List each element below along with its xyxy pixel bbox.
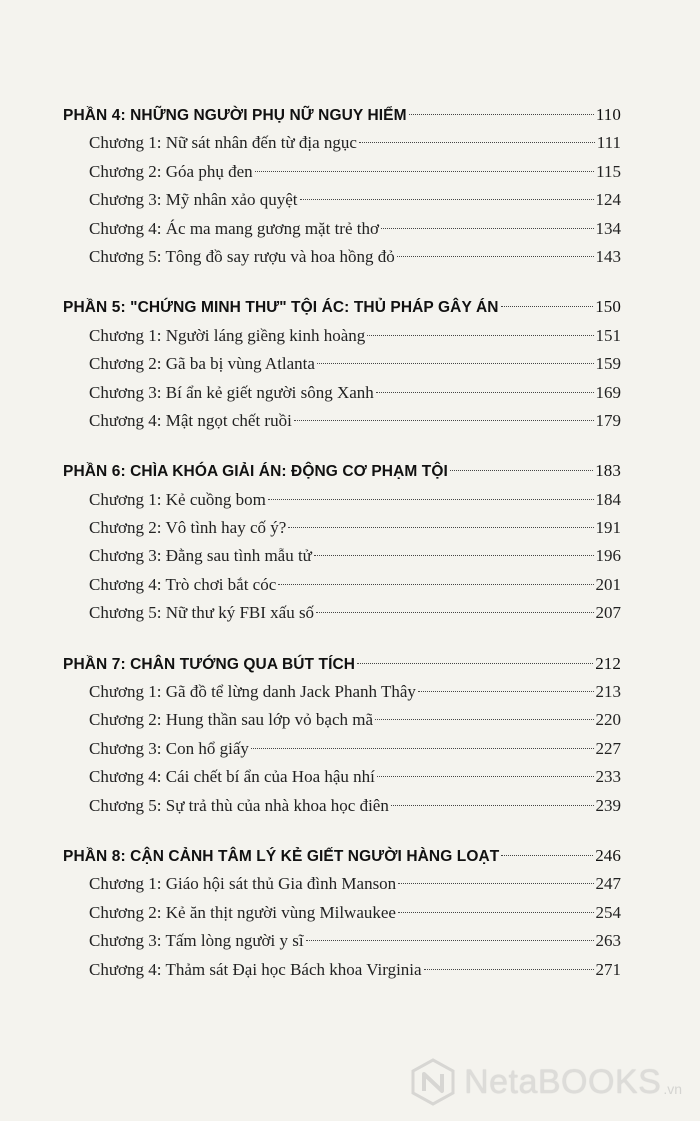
chapter-entry bbox=[63, 407, 621, 435]
toc-part bbox=[63, 293, 621, 435]
chapter-entry-title: Chương 3: Mỹ nhân xảo quyệt bbox=[89, 190, 298, 210]
chapter-entry-title: Chương 4: Mật ngọt chết ruồi bbox=[89, 410, 292, 430]
toc-part bbox=[63, 101, 621, 271]
dot-leader bbox=[398, 912, 594, 913]
chapter-entry-title: Chương 5: Sự trả thù của nhà khoa học điên bbox=[89, 795, 389, 815]
part-heading-page-number: 212 bbox=[595, 653, 621, 673]
dot-leader bbox=[300, 199, 594, 200]
chapter-entry-title: Chương 4: Thảm sát Đại học Bách khoa Virginia bbox=[89, 959, 422, 979]
chapter-entry-page-number: 201 bbox=[595, 574, 621, 594]
part-heading-page-number: 246 bbox=[595, 845, 621, 865]
dot-leader bbox=[268, 499, 594, 500]
chapter-entry bbox=[63, 186, 621, 214]
chapter-entry-page-number: 179 bbox=[595, 410, 621, 430]
chapter-entry-page-number: 169 bbox=[595, 382, 621, 402]
netabooks-watermark bbox=[408, 1057, 682, 1107]
dot-leader bbox=[375, 719, 593, 720]
watermark-text: NetaBOOKS bbox=[464, 1062, 662, 1101]
chapter-entry-page-number: 134 bbox=[595, 218, 621, 238]
chapter-entry bbox=[63, 678, 621, 706]
dot-leader bbox=[314, 555, 594, 556]
part-heading-title: PHẦN 6: CHÌA KHÓA GIẢI ÁN: ĐỘNG CƠ PHẠM TỘI bbox=[63, 463, 448, 481]
part-heading-title: PHẦN 4: NHỮNG NGƯỜI PHỤ NỮ NGUY HIỂM bbox=[63, 107, 407, 124]
chapter-entry bbox=[63, 215, 621, 243]
dot-leader bbox=[288, 527, 593, 528]
chapter-entry-title: Chương 2: Vô tình hay cố ý? bbox=[89, 518, 287, 538]
chapter-entry-page-number: 220 bbox=[595, 710, 621, 730]
netabooks-logo-icon bbox=[408, 1057, 458, 1107]
chapter-entry-page-number: 111 bbox=[596, 133, 621, 153]
chapter-entry bbox=[63, 899, 621, 927]
part-heading bbox=[63, 842, 621, 870]
chapter-entry bbox=[63, 486, 621, 514]
chapter-entry bbox=[63, 514, 621, 542]
toc-part bbox=[63, 842, 621, 984]
chapter-entry bbox=[63, 599, 621, 627]
chapter-entry-title: Chương 1: Gã đồ tể lừng danh Jack Phanh Thây bbox=[89, 682, 416, 702]
chapter-entry-page-number: 254 bbox=[595, 902, 621, 922]
chapter-entry-page-number: 227 bbox=[595, 738, 621, 758]
part-heading bbox=[63, 457, 621, 485]
dot-leader bbox=[397, 256, 594, 257]
dot-leader bbox=[294, 420, 594, 421]
dot-leader bbox=[316, 612, 593, 613]
chapter-entry bbox=[63, 870, 621, 898]
chapter-entry bbox=[63, 350, 621, 378]
chapter-entry-page-number: 207 bbox=[595, 603, 621, 623]
chapter-entry bbox=[63, 792, 621, 820]
chapter-entry-title: Chương 2: Hung thần sau lớp vỏ bạch mã bbox=[89, 710, 374, 730]
chapter-entry-page-number: 115 bbox=[596, 161, 621, 181]
chapter-entry-title: Chương 1: Người láng giềng kinh hoàng bbox=[89, 325, 366, 345]
chapter-entry bbox=[63, 763, 621, 791]
chapter-entry-title: Chương 4: Cái chết bí ẩn của Hoa hậu nhí bbox=[89, 767, 375, 787]
part-heading bbox=[63, 293, 621, 321]
dot-leader bbox=[367, 335, 593, 336]
part-heading bbox=[63, 101, 621, 129]
chapter-entry-title: Chương 2: Gã ba bị vùng Atlanta bbox=[89, 354, 315, 374]
chapter-entry-page-number: 196 bbox=[595, 546, 621, 566]
toc-part bbox=[63, 457, 621, 627]
part-heading-title: PHẦN 5: "CHỨNG MINH THƯ" TỘI ÁC: THỦ PHÁP GÂY ÁN bbox=[63, 299, 499, 317]
chapter-entry-page-number: 239 bbox=[595, 795, 621, 815]
chapter-entry-page-number: 271 bbox=[595, 959, 621, 979]
chapter-entry-title: Chương 2: Kẻ ăn thịt người vùng Milwaukee bbox=[89, 902, 396, 922]
watermark-suffix: .vn bbox=[663, 1081, 682, 1097]
dot-leader bbox=[418, 691, 594, 692]
chapter-entry-title: Chương 1: Giáo hội sát thủ Gia đình Manson bbox=[89, 874, 397, 894]
dot-leader bbox=[450, 470, 593, 471]
chapter-entry-title: Chương 2: Góa phụ đen bbox=[89, 161, 253, 181]
toc-part bbox=[63, 650, 621, 820]
chapter-entry-title: Chương 3: Bí ẩn kẻ giết người sông Xanh bbox=[89, 382, 374, 402]
chapter-entry bbox=[63, 706, 621, 734]
dot-leader bbox=[255, 171, 594, 172]
chapter-entry-page-number: 263 bbox=[595, 931, 621, 951]
part-heading-title: PHẦN 8: CẬN CẢNH TÂM LÝ KẺ GIẾT NGƯỜI HÀNG LOẠT bbox=[63, 847, 500, 865]
chapter-entry-page-number: 151 bbox=[595, 325, 621, 345]
dot-leader bbox=[278, 584, 593, 585]
chapter-entry-title: Chương 1: Kẻ cuồng bom bbox=[89, 489, 266, 509]
dot-leader bbox=[398, 883, 593, 884]
dot-leader bbox=[424, 969, 594, 970]
chapter-entry-title: Chương 5: Tông đồ say rượu và hoa hồng đỏ bbox=[89, 246, 395, 266]
part-heading-page-number: 110 bbox=[595, 105, 621, 124]
chapter-entry bbox=[63, 243, 621, 271]
chapter-entry-page-number: 124 bbox=[595, 190, 621, 210]
chapter-entry-page-number: 184 bbox=[595, 489, 621, 509]
dot-leader bbox=[391, 805, 594, 806]
chapter-entry bbox=[63, 158, 621, 186]
chapter-entry-title: Chương 1: Nữ sát nhân đến từ địa ngục bbox=[89, 133, 357, 153]
chapter-entry-title: Chương 3: Tấm lòng người y sĩ bbox=[89, 931, 304, 951]
chapter-entry bbox=[63, 571, 621, 599]
dot-leader bbox=[409, 114, 594, 115]
dot-leader bbox=[376, 392, 594, 393]
chapter-entry bbox=[63, 735, 621, 763]
part-heading-title: PHẦN 7: CHÂN TƯỚNG QUA BÚT TÍCH bbox=[63, 655, 356, 673]
chapter-entry bbox=[63, 322, 621, 350]
chapter-entry-page-number: 191 bbox=[595, 518, 621, 538]
chapter-entry-page-number: 233 bbox=[595, 767, 621, 787]
chapter-entry-title: Chương 4: Ác ma mang gương mặt trẻ thơ bbox=[89, 218, 379, 238]
chapter-entry-title: Chương 3: Đằng sau tình mẫu tử bbox=[89, 546, 312, 566]
dot-leader bbox=[501, 306, 594, 307]
part-heading-page-number: 183 bbox=[595, 461, 621, 481]
chapter-entry bbox=[63, 129, 621, 157]
dot-leader bbox=[381, 228, 594, 229]
chapter-entry bbox=[63, 927, 621, 955]
chapter-entry bbox=[63, 542, 621, 570]
table-of-contents bbox=[63, 101, 621, 1006]
dot-leader bbox=[251, 748, 594, 749]
chapter-entry-page-number: 247 bbox=[595, 874, 621, 894]
chapter-entry-page-number: 143 bbox=[595, 246, 621, 266]
chapter-entry-title: Chương 4: Trò chơi bắt cóc bbox=[89, 574, 277, 594]
dot-leader bbox=[377, 776, 594, 777]
dot-leader bbox=[357, 663, 593, 664]
chapter-entry-page-number: 213 bbox=[595, 682, 621, 702]
chapter-entry bbox=[63, 379, 621, 407]
part-heading-page-number: 150 bbox=[595, 297, 621, 317]
chapter-entry bbox=[63, 956, 621, 984]
chapter-entry-page-number: 159 bbox=[595, 354, 621, 374]
dot-leader bbox=[306, 940, 594, 941]
chapter-entry-title: Chương 3: Con hổ giấy bbox=[89, 738, 249, 758]
dot-leader bbox=[501, 855, 593, 856]
part-heading bbox=[63, 650, 621, 678]
chapter-entry-title: Chương 5: Nữ thư ký FBI xấu số bbox=[89, 603, 315, 623]
dot-leader bbox=[317, 363, 594, 364]
dot-leader bbox=[359, 142, 595, 143]
